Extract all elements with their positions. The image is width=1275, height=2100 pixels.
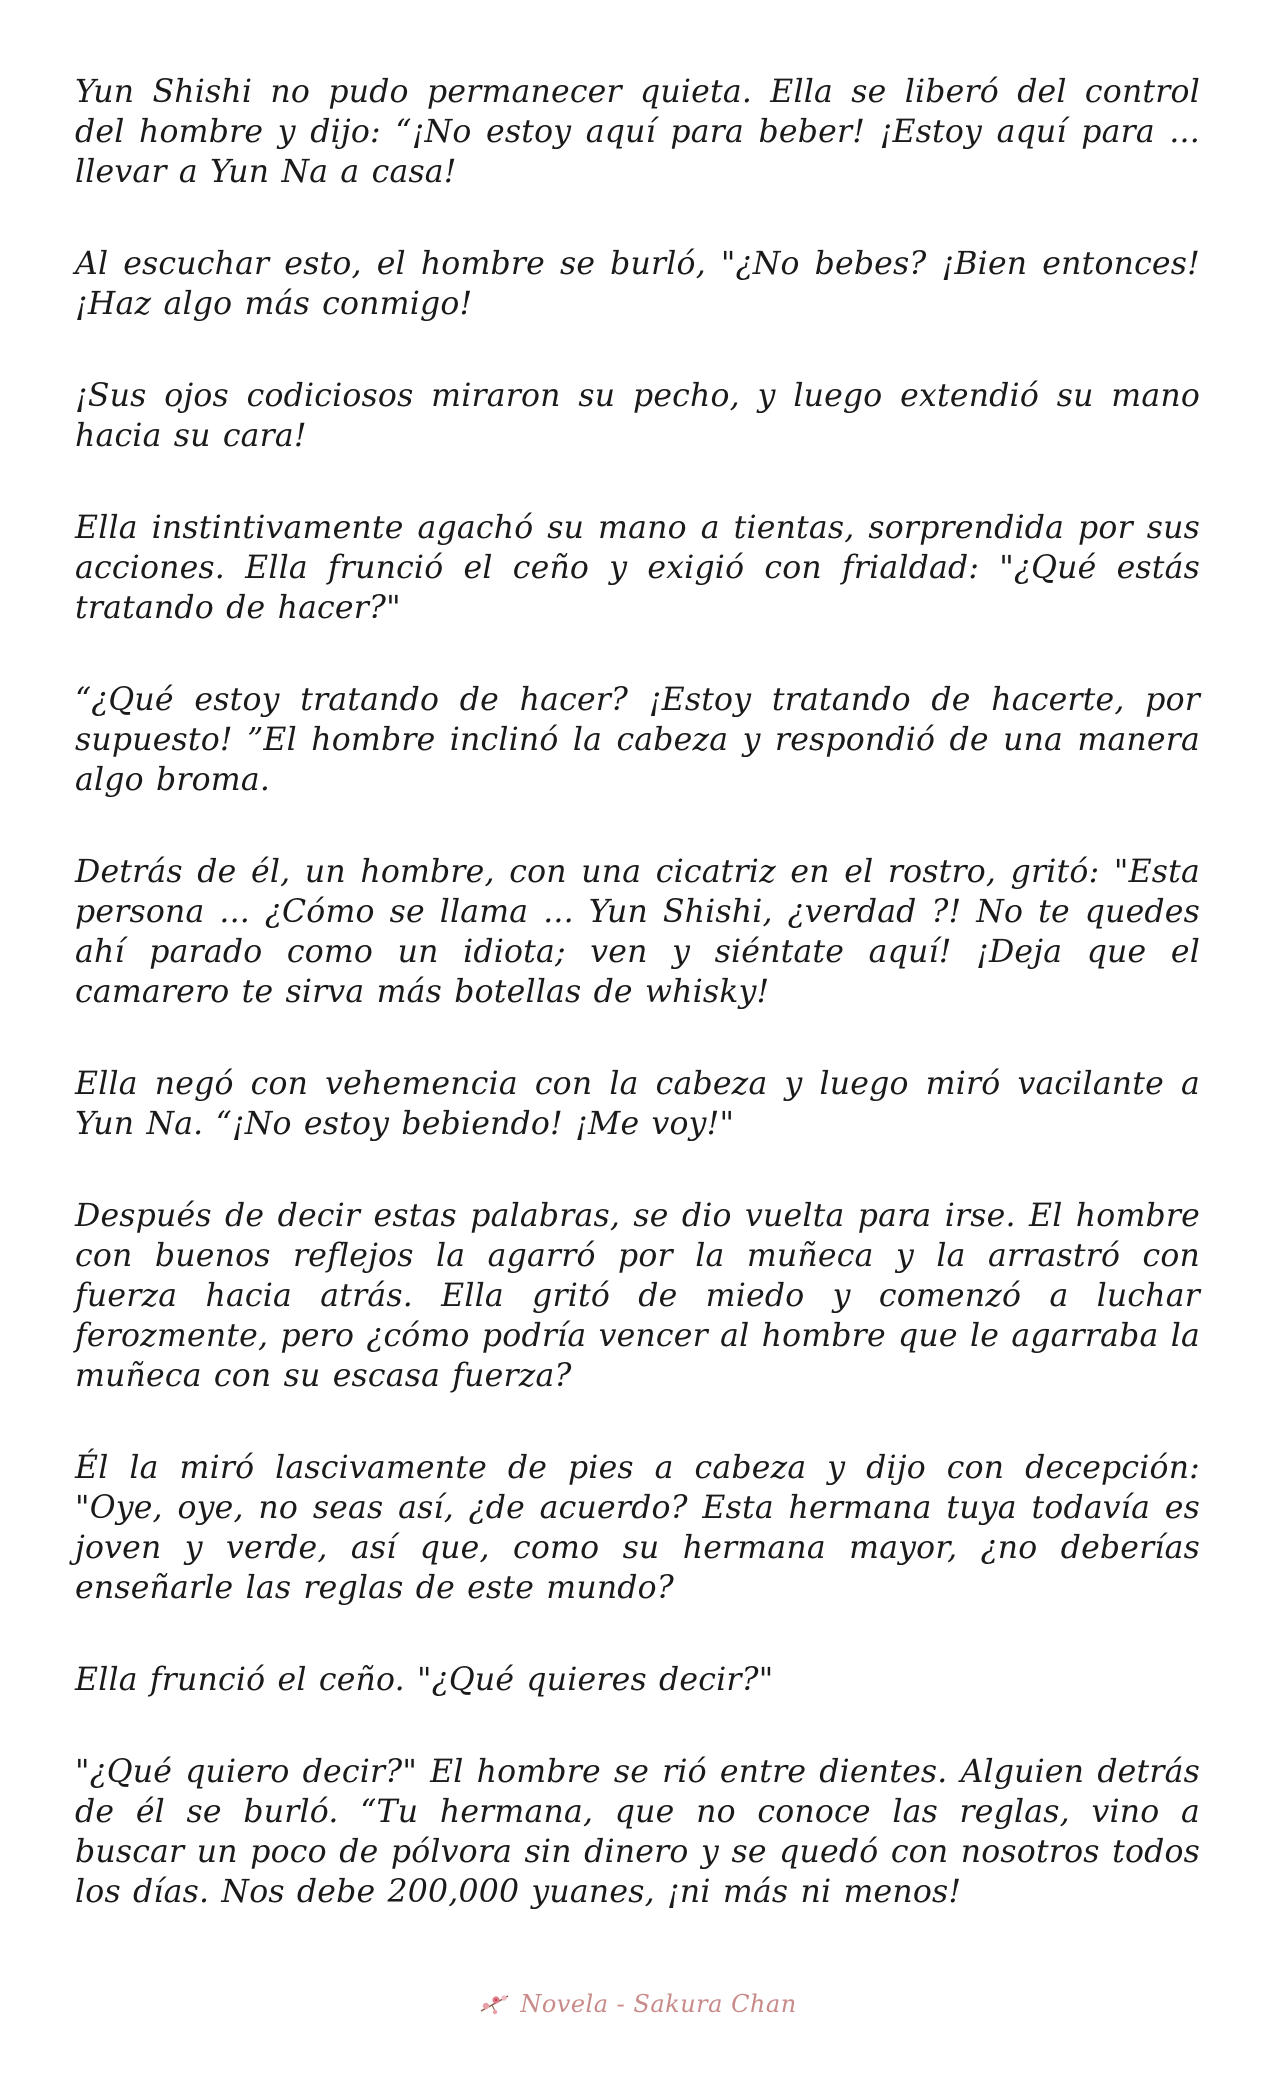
paragraph-9: Él la miró lascivamente de pies a cabeza y dijo con decepción: "Oye, oye, no seas así, ¿de acuerdo? Esta hermana tuya todavía es joven y verde, así que, como su hermana mayor, ¿no deberías enseñarle las reglas de este mundo? bbox=[75, 1450, 1200, 1606]
paragraph-11: "¿Qué quiero decir?" El hombre se rió entre dientes. Alguien detrás de él se burló. “Tu hermana, que no conoce las reglas, vino a buscar un poco de pólvora sin dinero y se quedó con nosotros todos los días. Nos debe 200,000 yuanes, ¡ni más ni menos! bbox=[75, 1754, 1200, 1910]
paragraph-10: Ella frunció el ceño. "¿Qué quieres decir?" bbox=[75, 1662, 774, 1698]
paragraph-6: Detrás de él, un hombre, con una cicatriz en el rostro, gritó: "Esta persona ... ¿Cómo se llama ... Yun Shishi, ¿verdad ?! No te quedes ahí parado como un idiota; ven y siéntate aquí! ¡Deja que el camarero te sirva más botellas de whisky! bbox=[75, 854, 1200, 1010]
watermark-text: Novela - Sakura Chan bbox=[520, 1990, 797, 2018]
paragraph-7: Ella negó con vehemencia con la cabeza y luego miró vacilante a Yun Na. “¡No estoy bebiendo! ¡Me voy!" bbox=[75, 1066, 1200, 1142]
paragraph-2: Al escuchar esto, el hombre se burló, "¿No bebes? ¡Bien entonces! ¡Haz algo más conmigo! bbox=[75, 246, 1200, 322]
paragraph-3: ¡Sus ojos codiciosos miraron su pecho, y luego extendió su mano hacia su cara! bbox=[75, 378, 1200, 454]
chapter-text bbox=[75, 72, 1200, 1964]
paragraph-4: Ella instintivamente agachó su mano a tientas, sorprendida por sus acciones. Ella frunció el ceño y exigió con frialdad: "¿Qué estás tratando de hacer?" bbox=[75, 510, 1200, 626]
paragraph-1: Yun Shishi no pudo permanecer quieta. Ella se liberó del control del hombre y dijo: “¡No estoy aquí para beber! ¡Estoy aquí para ... llevar a Yun Na a casa! bbox=[75, 74, 1200, 190]
watermark-footer bbox=[0, 1990, 1275, 2022]
paragraph-8: Después de decir estas palabras, se dio vuelta para irse. El hombre con buenos reflejos la agarró por la muñeca y la arrastró con fuerza hacia atrás. Ella gritó de miedo y comenzó a luchar ferozmente, pero ¿cómo podría vencer al hombre que le agarraba la muñeca con su escasa fuerza? bbox=[75, 1198, 1200, 1394]
watermark bbox=[478, 1990, 796, 2018]
cherry-blossom-icon bbox=[478, 1991, 512, 2017]
paragraph-5: “¿Qué estoy tratando de hacer? ¡Estoy tratando de hacerte, por supuesto! ”El hombre inclinó la cabeza y respondió de una manera algo broma. bbox=[75, 682, 1200, 798]
